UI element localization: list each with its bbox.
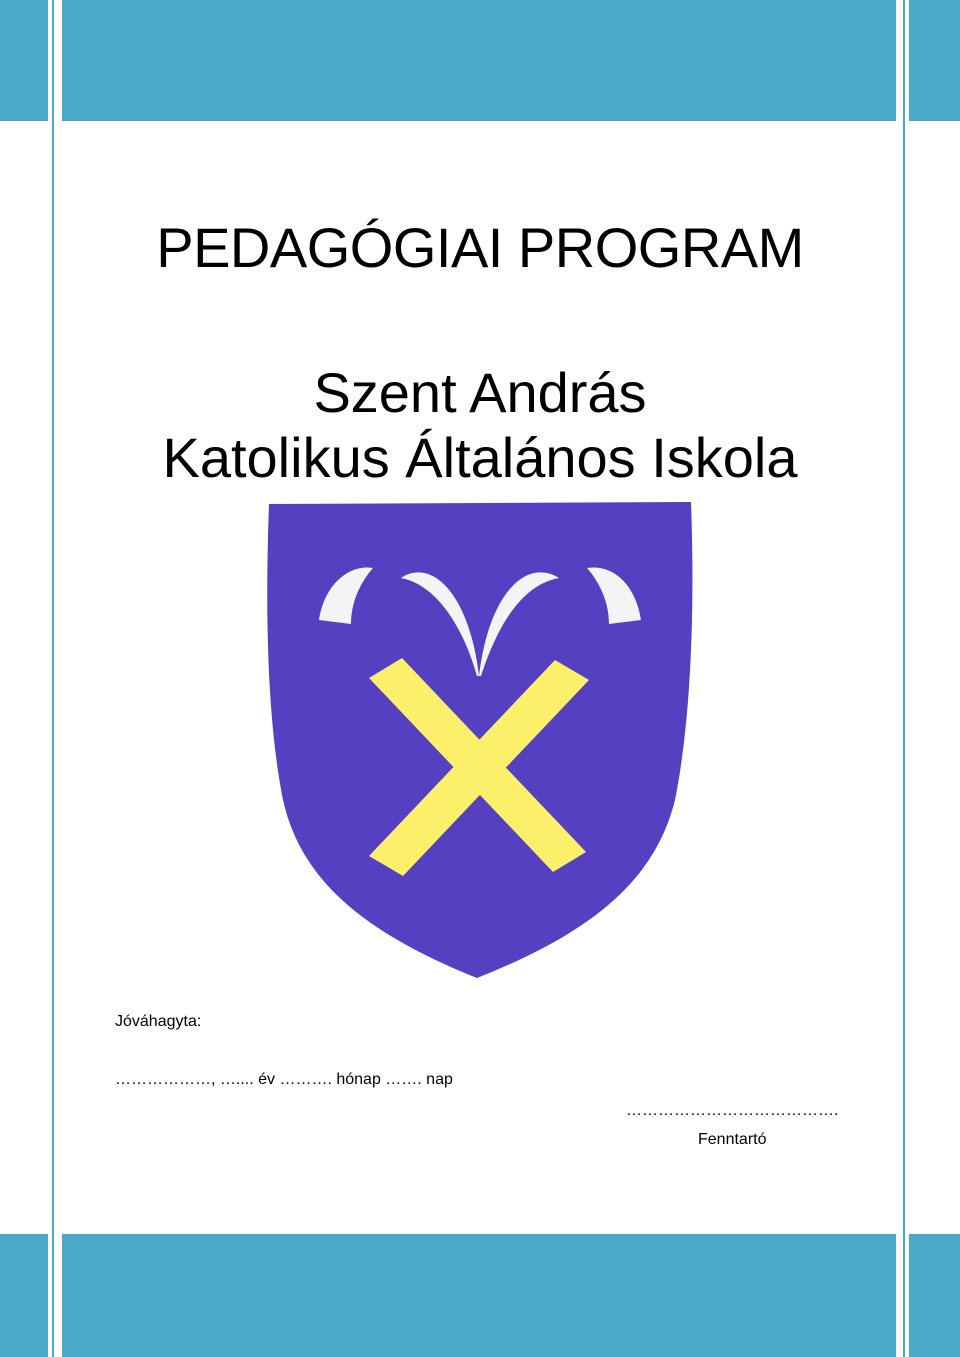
frame-top-left xyxy=(0,0,48,121)
school-name-line-2: Katolikus Általános Iskola xyxy=(162,426,798,489)
signatory-role: Fenntartó xyxy=(698,1131,767,1148)
frame-top-center xyxy=(62,0,896,121)
frame-bottom-right xyxy=(909,1234,960,1357)
frame-top-right xyxy=(909,0,960,121)
frame-rule-right xyxy=(903,0,905,1357)
frame-bottom-center xyxy=(62,1234,896,1357)
frame-rule-left xyxy=(52,0,54,1357)
school-crest-icon xyxy=(263,500,695,980)
frame-bottom-left xyxy=(0,1234,48,1357)
signature-line: …………………………………. xyxy=(626,1102,839,1119)
school-name-line-1: Szent András xyxy=(313,361,647,424)
approved-by-label: Jóváhagyta: xyxy=(115,1013,202,1030)
approval-date-line: ………………, ….... év ………. hónap ……. nap xyxy=(115,1071,453,1088)
document-title: PEDAGÓGIAI PROGRAM xyxy=(156,216,804,279)
